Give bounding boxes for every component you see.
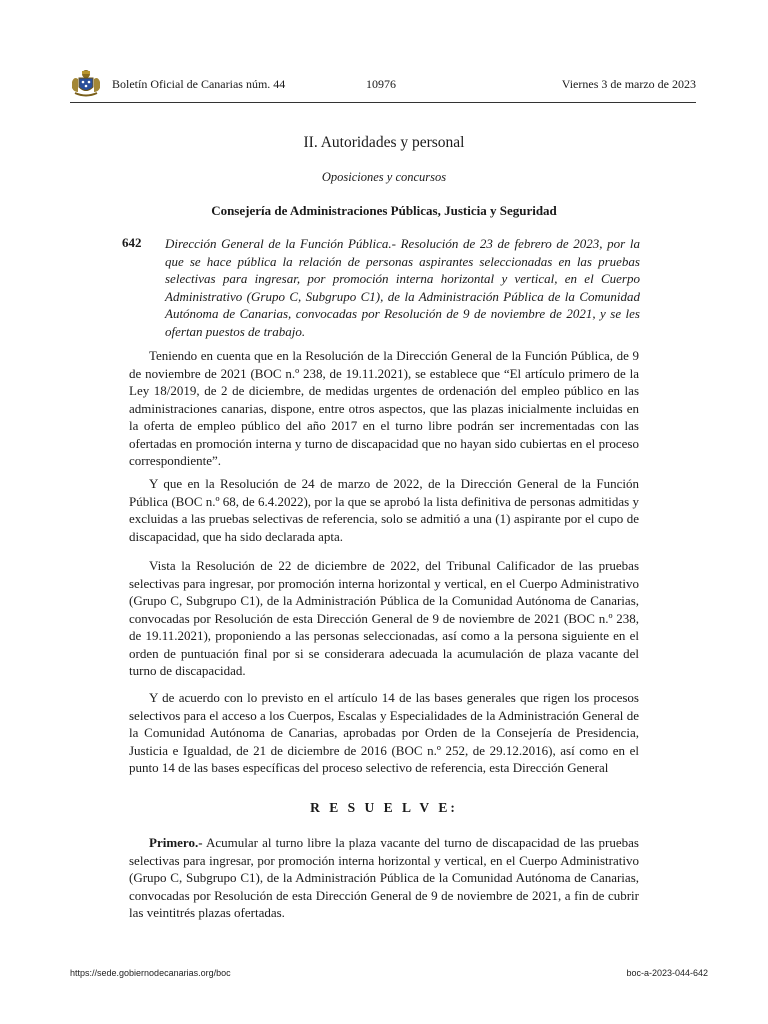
- section-title: II. Autoridades y personal: [303, 134, 465, 151]
- footer-document-code: boc-a-2023-044-642: [626, 968, 708, 978]
- body-paragraph: Teniendo en cuenta que en la Resolución de la Dirección General de la Función Pública, de 9 de noviembre de 2021 (BOC n.º 238, de 19.11.2021), se establece que “El artículo primero de la Ley 18/2019, de 2 de diciembre, de medidas urgentes de ordenación del empleo público en las administraciones canarias, dispone, entre otros aspectos, que las plazas inicialmente incluidas en la oferta de empleo público del año 2017 en el turno libre podrán ser incrementadas con las ofertadas en promoción interna y turno de discapacidad que no hayan sido cubiertas en el proceso correspondiente”.: [129, 348, 639, 468]
- primero-text: Acumular al turno libre la plaza vacante del turno de discapacidad de las pruebas selectivas para ingresar, por promoción interna horizontal y vertical, en el Cuerpo Administrativo (Grupo C, Subgrupo C1), de la Administración Pública de la Comunidad Autónoma de Canarias, convocadas por Resolución de esta Dirección General de 9 de noviembre de 2021, a fin de cubrir las veintitrés plazas ofertadas.: [129, 835, 639, 920]
- publication-date: Viernes 3 de marzo de 2023: [561, 77, 696, 91]
- page-header: [70, 68, 696, 98]
- body-paragraph: Y que en la Resolución de 24 de marzo de 2022, de la Dirección General de la Función Pública (BOC n.º 68, de 6.4.2022), por la que se aprobó la lista definitiva de personas admitidas y excluidas a las pruebas selectivas de referencia, solo se admitió a una (1) aspirante por el cupo de discapacidad, que ha sido declarada apta.: [129, 476, 639, 544]
- body-paragraph: Vista la Resolución de 22 de diciembre de 2022, del Tribunal Calificador de las pruebas selectivas para ingresar, por promoción interna horizontal y vertical, en el Cuerpo Administrativo (Grupo C, Subgrupo C1), de la Administración Pública de la Comunidad Autónoma de Canarias, convocadas por Resolución de esta Dirección General de 9 de noviembre de 2021 (BOC n.º 238, de 19.11.2021), proponiendo a las personas seleccionadas, así como a la persona siguiente en el orden de puntuación final por si se considerara adecuada la acumulación de plaza vacante del turno de discapacidad.: [129, 558, 639, 678]
- header-divider: [70, 102, 696, 103]
- publication-name: Boletín Oficial de Canarias núm. 44: [112, 77, 286, 91]
- entry-number: 642: [122, 235, 142, 250]
- page-number: 10976: [366, 77, 396, 91]
- subsection-title: Oposiciones y concursos: [321, 170, 447, 184]
- department-title: Consejería de Administraciones Públicas, Justicia y Seguridad: [211, 203, 557, 218]
- resolution-heading: R E S U E L V E:: [310, 800, 458, 815]
- entry-summary: Dirección General de la Función Pública.- Resolución de 23 de febrero de 2023, por la que se hace pública la relación de personas aspirantes seleccionadas en las pruebas selectivas para ingresar, por promoción interna horizontal y vertical, en el Cuerpo Administrativo (Grupo C, Subgrupo C1), de la Administración Pública de la Comunidad Autónoma de Canarias, convocadas por Resolución de 9 de noviembre de 2021, y se les ofertan puestos de trabajo.: [165, 236, 640, 339]
- primero-lead: Primero.-: [149, 835, 203, 850]
- canarias-coat-of-arms-icon: [70, 68, 102, 98]
- body-paragraph: Y de acuerdo con lo previsto en el artículo 14 de las bases generales que rigen los procesos selectivos para el acceso a los Cuerpos, Escalas y Especialidades de la Administración General de la Comunidad Autónoma de Canarias, aprobadas por Orden de la Consejería de Presidencia, Justicia e Igualdad, de 21 de diciembre de 2016 (BOC n.º 252, de 29.12.2016), así como en el punto 14 de las bases específicas del proceso selectivo de referencia, esta Dirección General: [129, 690, 639, 775]
- primero-paragraph: [129, 834, 639, 922]
- footer-url-link[interactable]: https://sede.gobiernodecanarias.org/boc: [70, 968, 231, 978]
